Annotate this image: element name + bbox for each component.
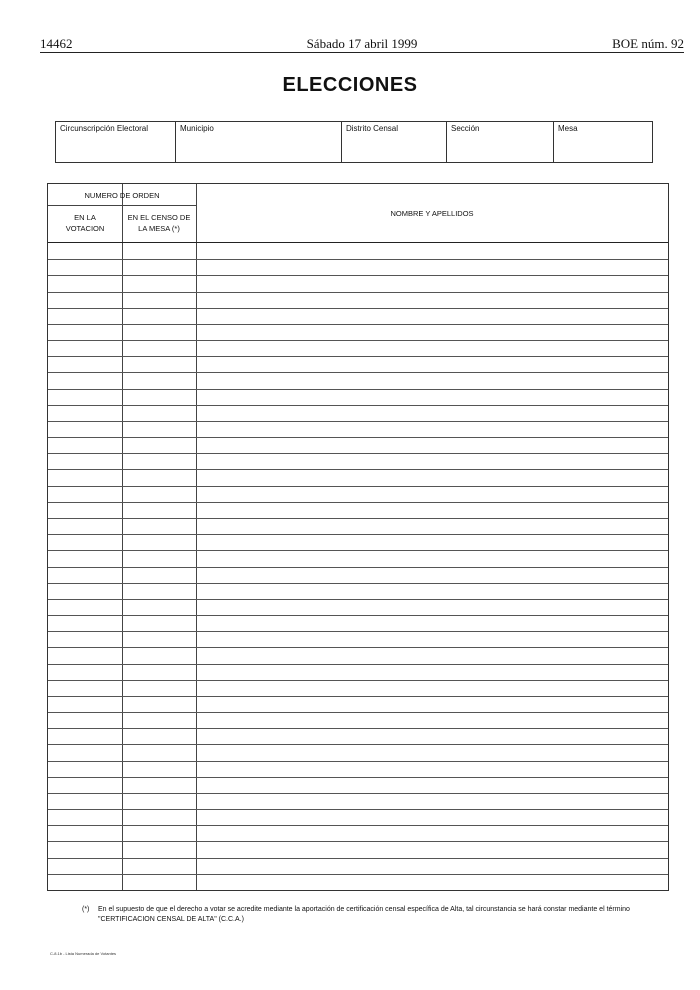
table-row bbox=[48, 259, 668, 260]
table-row bbox=[48, 469, 668, 470]
location-box bbox=[55, 121, 653, 163]
field-mesa[interactable]: Mesa bbox=[558, 124, 578, 133]
footnote bbox=[82, 905, 652, 925]
table-row bbox=[48, 793, 668, 794]
table-row bbox=[48, 664, 668, 665]
table-row bbox=[48, 421, 668, 422]
table-row bbox=[48, 858, 668, 859]
table-row bbox=[48, 777, 668, 778]
table-row bbox=[48, 372, 668, 373]
table-row bbox=[48, 356, 668, 357]
table-row bbox=[48, 567, 668, 568]
table-row bbox=[48, 405, 668, 406]
table-row bbox=[48, 809, 668, 810]
publication-issue: BOE núm. 92 bbox=[612, 36, 684, 51]
table-row bbox=[48, 486, 668, 487]
table-row bbox=[48, 728, 668, 729]
table-row bbox=[48, 647, 668, 648]
table-row bbox=[48, 389, 668, 390]
page-title: ELECCIONES bbox=[282, 74, 418, 96]
col-header-nombre: NOMBRE Y APELLIDOS bbox=[390, 209, 474, 218]
col-header-votacion: EN LA VOTACION bbox=[65, 213, 105, 233]
table-row bbox=[48, 437, 668, 438]
table-row bbox=[48, 825, 668, 826]
table-row bbox=[48, 599, 668, 600]
table-row bbox=[48, 502, 668, 503]
table-row bbox=[48, 680, 668, 681]
table-row bbox=[48, 550, 668, 551]
table-row bbox=[48, 874, 668, 875]
field-circunscripcion[interactable]: Circunscripción Electoral bbox=[56, 122, 176, 162]
header-divider bbox=[48, 205, 196, 206]
table-row bbox=[48, 761, 668, 762]
col-header-censo: EN EL CENSO DE LA MESA (*) bbox=[127, 213, 191, 233]
table-row bbox=[48, 696, 668, 697]
page-header bbox=[40, 36, 684, 53]
table-row bbox=[48, 615, 668, 616]
publication-date: Sábado 17 abril 1999 bbox=[306, 36, 418, 51]
table-row bbox=[48, 340, 668, 341]
table-row bbox=[48, 744, 668, 745]
group-header-orden: NUMERO DE ORDEN bbox=[84, 191, 160, 200]
page-number: 14462 bbox=[40, 36, 73, 51]
form-code: C-8.1b - Lista Numerada de Votantes bbox=[50, 951, 117, 956]
table-row bbox=[48, 534, 668, 535]
voters-table bbox=[47, 183, 669, 891]
table-row bbox=[48, 308, 668, 309]
field-seccion[interactable]: Sección bbox=[447, 122, 554, 162]
footnote-marker: (*) bbox=[82, 906, 90, 913]
table-row bbox=[48, 518, 668, 519]
table-row bbox=[48, 712, 668, 713]
field-municipio[interactable]: Municipio bbox=[176, 122, 342, 162]
table-row bbox=[48, 453, 668, 454]
table-row bbox=[48, 324, 668, 325]
table-row bbox=[48, 275, 668, 276]
table-row bbox=[48, 631, 668, 632]
table-row bbox=[48, 841, 668, 842]
table-row bbox=[48, 292, 668, 293]
footnote-text: En el supuesto de que el derecho a votar se acredite mediante la aportación de certificación censal específica de Alta, tal circunstancia se hará constar mediante el término "CERTIFICACION CENSAL DE ALTA" (C.C.A.) bbox=[98, 906, 630, 923]
table-body bbox=[48, 243, 668, 890]
field-distrito[interactable]: Distrito Censal bbox=[342, 122, 447, 162]
table-row bbox=[48, 583, 668, 584]
